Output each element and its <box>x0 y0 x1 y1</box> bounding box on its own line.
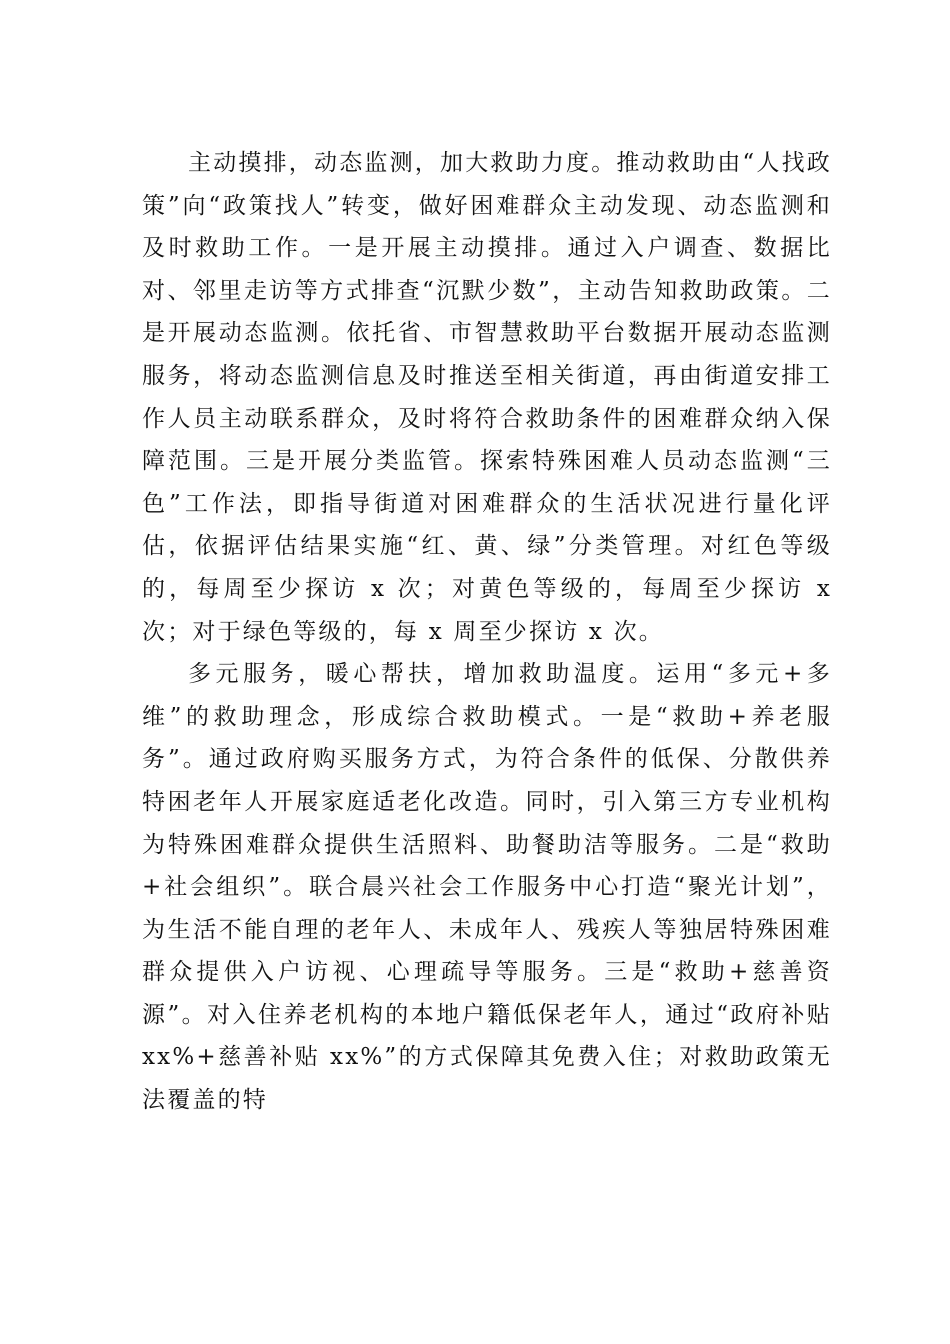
paragraph-monitoring: 主动摸排，动态监测，加大救助力度。推动救助由“人找政策”向“政策找人”转变，做好困难群众主动发现、动态监测和及时救助工作。一是开展主动摸排。通过入户调查、数据比对、邻里走访等方式排查“沉默少数”，主动告知救助政策。二是开展动态监测。依托省、市智慧救助平台数据开展动态监测服务，将动态监测信息及时推送至相关街道，再由街道安排工作人员主动联系群众，及时将符合救助条件的困难群众纳入保障范围。三是开展分类监管。探索特殊困难人员动态监测“三色”工作法，即指导街道对困难群众的生活状况进行量化评估，依据评估结果实施“红、黄、绿”分类管理。对红色等级的，每周至少探访 x 次；对黄色等级的，每周至少探访 x 次；对于绿色等级的，每 x 周至少探访 x 次。 <box>142 150 832 645</box>
document-body <box>142 142 832 1122</box>
paragraph-services: 多元服务，暖心帮扶，增加救助温度。运用“多元+多维”的救助理念，形成综合救助模式。一是“救助+养老服务”。通过政府购买服务方式，为符合条件的低保、分散供养特困老年人开展家庭适老化改造。同时，引入第三方专业机构为特殊困难群众提供生活照料、助餐助洁等服务。二是“救助+社会组织”。联合晨兴社会工作服务中心打造“聚光计划”，为生活不能自理的老年人、未成年人、残疾人等独居特殊困难群众提供入户访视、心理疏导等服务。三是“救助+慈善资源”。对入住养老机构的本地户籍低保老年人，通过“政府补贴 xx%+慈善补贴 xx%”的方式保障其免费入住；对救助政策无法覆盖的特 <box>142 661 832 1114</box>
